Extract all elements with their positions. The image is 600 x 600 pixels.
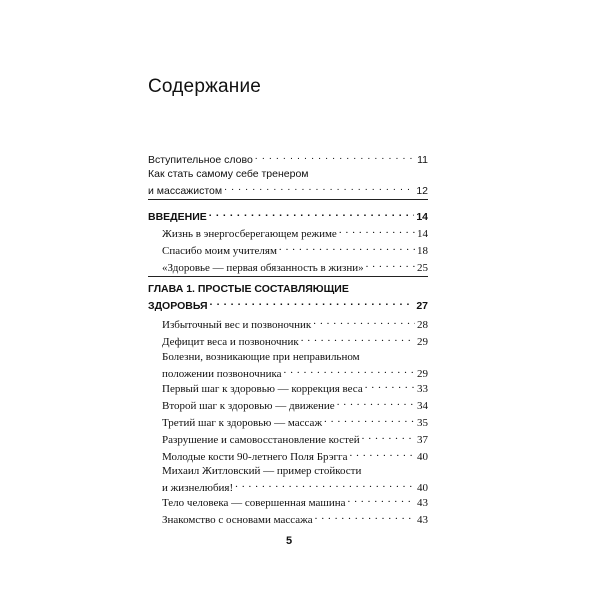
toc-entry[interactable] <box>162 315 428 332</box>
toc-entry-label: ЗДОРОВЬЯ <box>148 300 208 312</box>
toc-entry-label: Жизнь в энергосберегающем режиме <box>162 228 337 240</box>
toc-entry[interactable] <box>148 150 428 167</box>
dot-leader <box>210 296 415 309</box>
dot-leader <box>366 258 415 271</box>
dot-leader <box>337 396 415 409</box>
toc-entry-label: Знакомство с основами массажа <box>162 514 313 526</box>
toc-entry-page: 28 <box>417 319 428 331</box>
page-number: 5 <box>286 535 293 547</box>
toc-entry-page: 12 <box>416 185 428 197</box>
toc-entry-label: Первый шаг к здоровью — коррекция веса <box>162 383 363 395</box>
toc-entry-label: Разрушение и самовосстановление костей <box>162 434 360 446</box>
toc-entry-label-line1: Как стать самому себе тренером <box>148 168 309 180</box>
toc-entry-page: 27 <box>416 300 428 312</box>
toc-entry-label: и массажистом <box>148 185 223 197</box>
toc-entry-page: 14 <box>416 211 428 223</box>
dot-leader <box>349 447 415 460</box>
toc-entry[interactable] <box>162 430 428 447</box>
toc-entry[interactable] <box>162 396 428 413</box>
toc-entry-label: «Здоровье — первая обязанность в жизни» <box>162 262 364 274</box>
toc-entry-label: Молодые кости 90-летнего Поля Брэгга <box>162 451 348 463</box>
toc-entry[interactable] <box>162 447 428 464</box>
toc-entry-page: 11 <box>417 154 428 166</box>
toc-entry-page: 34 <box>417 400 428 412</box>
toc-entry-label: Третий шаг к здоровью — массаж <box>162 417 323 429</box>
toc-entry-page: 40 <box>417 451 428 463</box>
dot-leader <box>365 379 415 392</box>
toc-entry-label-line1: Михаил Житловский — пример стойкости <box>162 465 362 477</box>
toc-entry[interactable] <box>162 413 428 430</box>
toc-entry-label: Дефицит веса и позвоночник <box>162 336 299 348</box>
toc-entry[interactable] <box>162 379 428 396</box>
toc-entry-label: Вступительное слово <box>148 154 253 166</box>
toc-entry[interactable] <box>162 258 428 275</box>
toc-entry-label-line1: Болезни, возникающие при неправильном <box>162 351 360 363</box>
dot-leader <box>339 224 415 237</box>
toc-entry-page: 25 <box>417 262 428 274</box>
toc-entry-label: Тело человека — совершенная машина <box>162 497 346 509</box>
toc-entry[interactable] <box>162 510 428 527</box>
toc-entry-page: 14 <box>417 228 428 240</box>
dot-leader <box>224 181 414 194</box>
toc-entry[interactable] <box>162 351 428 381</box>
toc-entry-page: 43 <box>417 514 428 526</box>
toc-entry[interactable] <box>162 493 428 510</box>
toc-entry-page: 29 <box>417 368 428 380</box>
toc-entry[interactable] <box>162 224 428 241</box>
dot-leader <box>235 478 415 491</box>
toc-entry-label: положении позвоночника <box>162 368 282 380</box>
dot-leader <box>255 150 415 163</box>
dot-leader <box>324 413 415 426</box>
dot-leader <box>348 493 415 506</box>
toc-entry[interactable] <box>148 168 428 198</box>
dot-leader <box>315 510 415 523</box>
page-title: Содержание <box>148 76 262 97</box>
toc-entry[interactable] <box>162 465 428 495</box>
dot-leader <box>279 241 415 254</box>
toc-entry-page: 40 <box>417 482 428 494</box>
toc-entry-page: 35 <box>417 417 428 429</box>
dot-leader <box>301 332 415 345</box>
dot-leader <box>209 207 415 220</box>
toc-entry[interactable] <box>162 241 428 258</box>
toc-entry-label: ВВЕДЕНИЕ <box>148 211 207 223</box>
toc-entry-page: 43 <box>417 497 428 509</box>
toc-entry-label: Избыточный вес и позвоночник <box>162 319 312 331</box>
toc-entry-label: и жизнелюбия! <box>162 482 234 494</box>
toc-entry-label: Второй шаг к здоровью — движение <box>162 400 335 412</box>
section-divider <box>148 199 428 200</box>
section-divider <box>148 276 428 277</box>
toc-entry[interactable] <box>148 283 428 313</box>
toc-entry-label-line1: ГЛАВА 1. ПРОСТЫЕ СОСТАВЛЯЮЩИЕ <box>148 283 349 295</box>
toc-entry-page: 37 <box>417 434 428 446</box>
toc-entry-page: 18 <box>417 245 428 257</box>
dot-leader <box>362 430 415 443</box>
dot-leader <box>313 315 415 328</box>
dot-leader <box>284 364 415 377</box>
toc-entry[interactable] <box>162 332 428 349</box>
toc-entry-page: 33 <box>417 383 428 395</box>
toc-entry[interactable] <box>148 207 428 224</box>
toc-entry-label: Спасибо моим учителям <box>162 245 277 257</box>
toc-entry-page: 29 <box>417 336 428 348</box>
